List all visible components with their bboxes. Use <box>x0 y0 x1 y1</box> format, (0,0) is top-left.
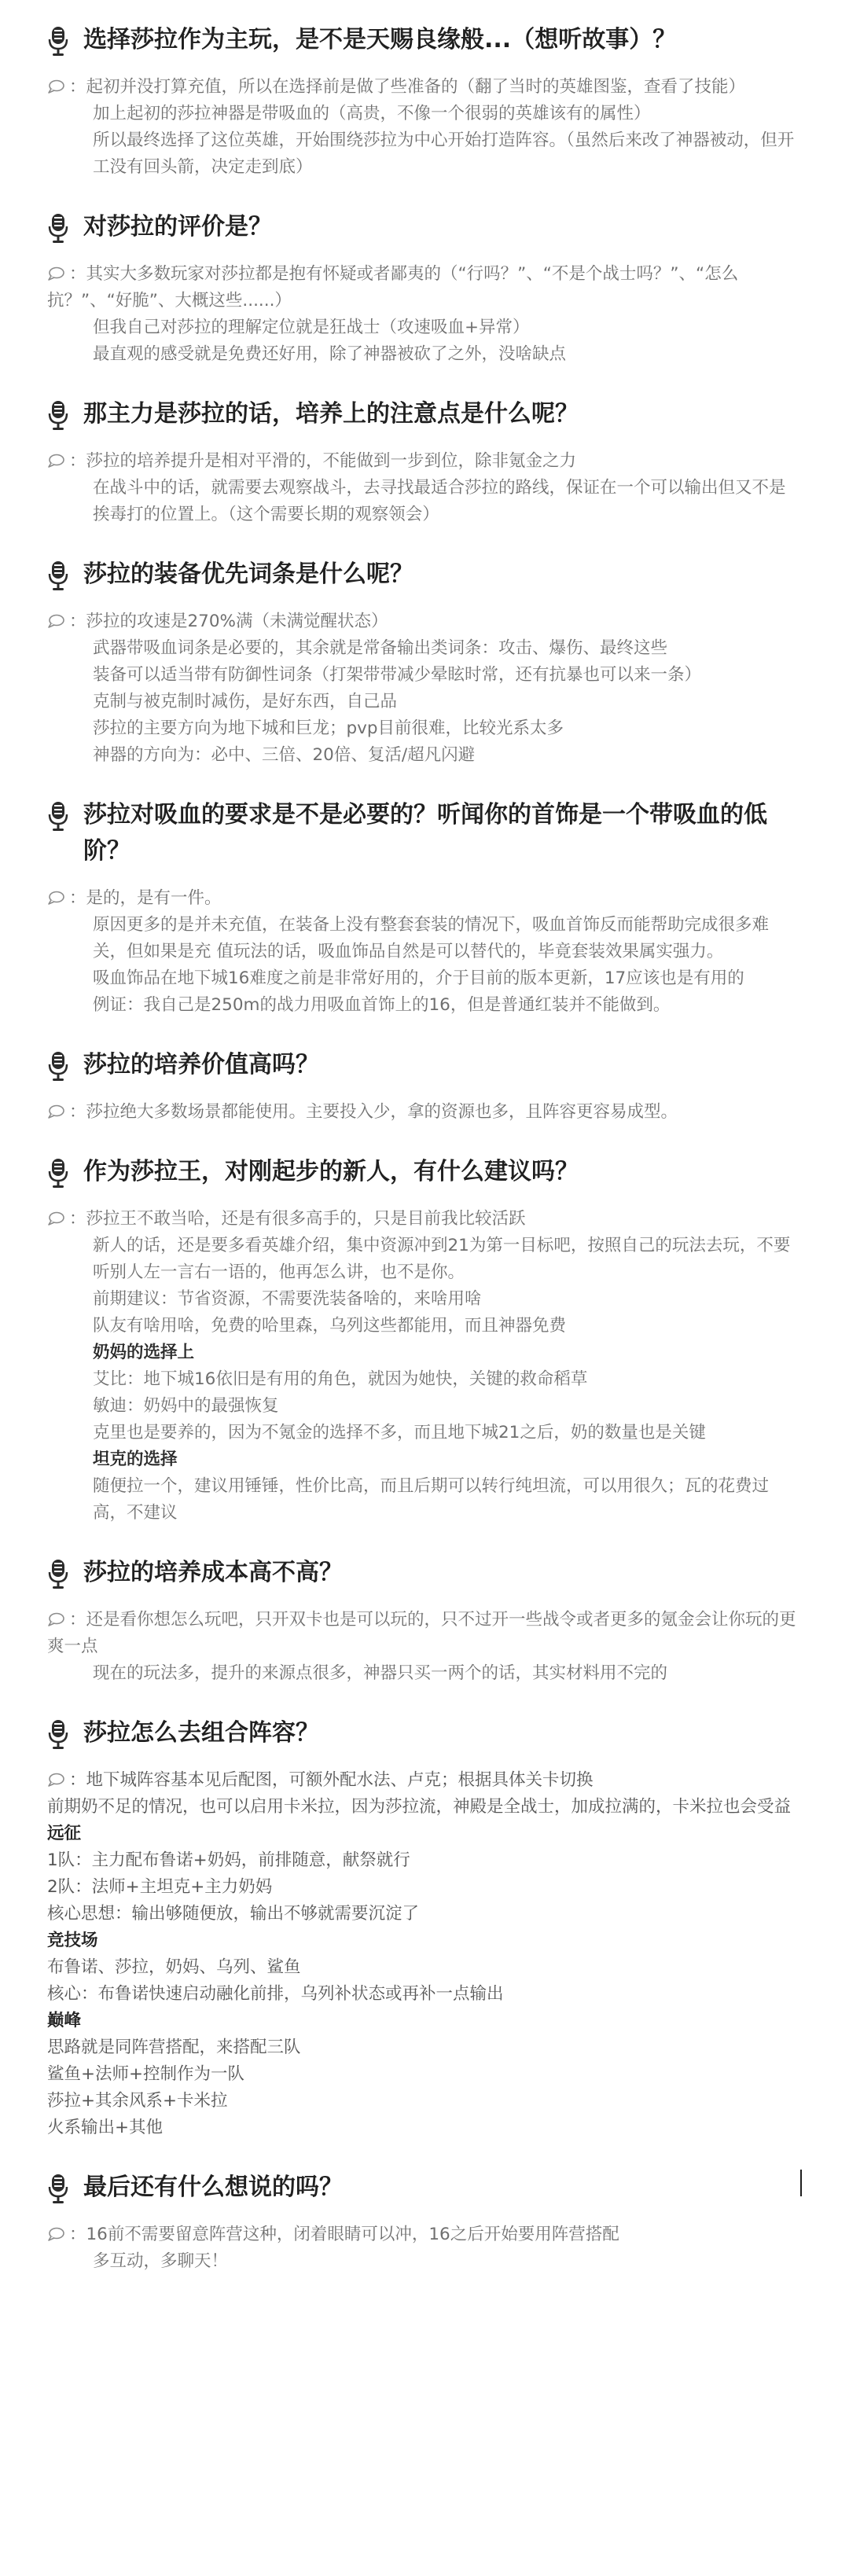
answer-text: 前期奶不足的情况，也可以启用卡米拉，因为莎拉流，神殿是全战士，加成拉满的，卡米拉也会受益 <box>47 1797 792 1817</box>
speech-bubble-icon <box>47 263 64 277</box>
answer-subheading <box>47 1446 802 1473</box>
question-heading <box>47 1555 802 1591</box>
microphone-icon <box>47 800 69 832</box>
answer-line <box>47 1099 802 1126</box>
answer-line <box>47 1393 802 1420</box>
answer-body <box>47 1767 802 2141</box>
answer-subheading <box>47 2008 802 2034</box>
answer-text: 现在的玩法多，提升的来源点很多，神器只买一两个的话，其实材料用不完的 <box>93 1663 668 1683</box>
answer-text: 莎拉+其余风系+卡米拉 <box>47 2091 228 2111</box>
question-heading <box>47 1715 802 1751</box>
microphone-icon <box>47 2173 69 2204</box>
answer-text: 敏迪：奶妈中的最强恢复 <box>93 1396 279 1416</box>
answer-line <box>47 74 802 101</box>
answer-line <box>47 1874 802 1901</box>
question-heading <box>47 1047 802 1083</box>
answer-text: ：16前不需要留意阵营这种，闭着眼睛可以冲，16之后开始要用阵营搭配 <box>69 2225 619 2244</box>
answer-line <box>47 1206 802 1233</box>
answer-text: 装备可以适当带有防御性词条（打架带带减少晕眩时常，还有抗暴也可以来一条） <box>93 665 702 685</box>
answer-text: 神器的方向为：必中、三倍、20倍、复活/超凡闪避 <box>93 745 476 765</box>
answer-text: 思路就是同阵营搭配，来搭配三队 <box>47 2038 301 2057</box>
answer-line <box>47 742 802 769</box>
answer-line <box>47 1420 802 1446</box>
answer-body <box>47 74 802 181</box>
answer-line <box>47 635 802 662</box>
answer-line <box>47 1981 802 2008</box>
answer-text: 武器带吸血词条是必要的，其余就是常备输出类词条：攻击、爆伤、最终这些 <box>93 638 668 658</box>
microphone-icon <box>47 1718 69 1750</box>
answer-line <box>47 2061 802 2088</box>
speech-bubble-icon <box>47 75 64 90</box>
answer-text: 克里也是要养的，因为不氪金的选择不多，而且地下城21之后，奶的数量也是关键 <box>93 1423 706 1442</box>
answer-text: ：莎拉绝大多数场景都能使用。主要投入少，拿的资源也多，且阵容更容易成型。 <box>69 1102 678 1122</box>
answer-body <box>47 2221 802 2275</box>
answer-line <box>47 1366 802 1393</box>
answer-line <box>47 2115 802 2141</box>
answer-line <box>47 715 802 742</box>
speech-bubble-icon <box>47 1608 64 1622</box>
microphone-icon <box>47 1157 69 1189</box>
answer-subheading <box>47 1927 802 1954</box>
answer-text: 1队：主力配布鲁诺+奶妈，前排随意，献祭就行 <box>47 1850 410 1870</box>
question-heading <box>47 797 802 869</box>
qa-section <box>47 1154 802 1527</box>
answer-body <box>47 608 802 769</box>
answer-text: 随便拉一个，建议用锤锤，性价比高，而且后期可以转行纯坦流，可以用很久；瓦的花费过高，不建议 <box>93 1476 770 1523</box>
answer-text: 火系输出+其他 <box>47 2118 164 2137</box>
question-text: 莎拉怎么去组合阵容？ <box>83 1719 319 1747</box>
answer-line <box>47 314 802 341</box>
answer-text: ：是的，是有一件。 <box>69 888 222 908</box>
microphone-icon <box>47 399 69 431</box>
answer-text: ：莎拉的攻速是270%满（未满觉醒状态） <box>69 612 388 631</box>
answer-text: 例证：我自己是250m的战力用吸血首饰上的16，但是普通红装并不能做到。 <box>93 995 671 1015</box>
answer-text: 最直观的感受就是免费还好用，除了神器被砍了之外，没啥缺点 <box>93 344 567 364</box>
answer-text: ：还是看你想怎么玩吧，只开双卡也是可以玩的，只不过开一些战令或者更多的氪金会让你玩的更爽一点 <box>47 1610 796 1656</box>
answer-line <box>47 341 802 368</box>
answer-text: 核心思想：输出够随便放，输出不够就需要沉淀了 <box>47 1904 420 1924</box>
answer-line <box>47 1660 802 1687</box>
answer-text: ：莎拉王不敢当哈，还是有很多高手的，只是目前我比较活跃 <box>69 1209 526 1229</box>
speech-bubble-icon <box>47 610 64 624</box>
question-heading <box>47 2170 802 2206</box>
answer-body <box>47 885 802 1019</box>
question-heading <box>47 22 802 58</box>
answer-line <box>47 448 802 475</box>
question-text: 莎拉的装备优先词条是什么呢？ <box>83 560 413 588</box>
answer-text: 巅峰 <box>47 2011 82 2030</box>
microphone-icon <box>47 1050 69 1082</box>
answer-text: 核心：布鲁诺快速启动融化前排，乌列补状态或再补一点输出 <box>47 1984 504 2004</box>
answer-line <box>47 885 802 912</box>
answer-line <box>47 1847 802 1874</box>
answer-body <box>47 1206 802 1527</box>
answer-text: 在战斗中的话，就需要去观察战斗，去寻找最适合莎拉的路线，保证在一个可以输出但又不是挨毒打的位置上。（这个需要长期的观察领会） <box>93 478 786 524</box>
answer-line <box>47 101 802 127</box>
answer-line <box>47 2088 802 2115</box>
answer-text: ：起初并没打算充值，所以在选择前是做了些准备的（翻了当时的英雄图鉴，查看了技能） <box>69 77 746 97</box>
answer-text: 远征 <box>47 1824 82 1843</box>
qa-section <box>47 1047 802 1126</box>
question-heading <box>47 557 802 593</box>
answer-line <box>47 2034 802 2061</box>
answer-text: 队友有啥用啥，免费的哈里森，乌列这些都能用，而且神器免费 <box>93 1316 567 1336</box>
answer-text: 原因更多的是并未充值，在装备上没有整套套装的情况下，吸血首饰反而能帮助完成很多难关，但如果是充 值玩法的话，吸血饰品自然是可以替代的，毕竟套装效果属实强力。 <box>93 915 770 961</box>
answer-line <box>47 261 802 314</box>
qa-section <box>47 1555 802 1687</box>
question-text: 作为莎拉王，对刚起步的新人，有什么建议吗？ <box>83 1158 579 1185</box>
answer-line <box>47 992 802 1019</box>
speech-bubble-icon <box>47 1769 64 1783</box>
answer-line <box>47 1286 802 1313</box>
answer-line <box>47 1954 802 1981</box>
answer-line <box>47 2221 802 2248</box>
answer-text: ：其实大多数玩家对莎拉都是抱有怀疑或者鄙夷的（“行吗？”、“不是个战士吗？”、“怎么抗？”、“好脆”、大概这些......） <box>47 264 739 311</box>
answer-text: 布鲁诺、莎拉，奶妈、乌列、鲨鱼 <box>47 1957 301 1977</box>
microphone-icon <box>47 560 69 591</box>
answer-text: 艾比：地下城16依旧是有用的角色，就因为她快，关键的救命稻草 <box>93 1369 588 1389</box>
speech-bubble-icon <box>47 1101 64 1115</box>
answer-line <box>47 127 802 181</box>
qa-section <box>47 557 802 769</box>
answer-text: 新人的话，还是要多看英雄介绍，集中资源冲到21为第一目标吧，按照自己的玩法去玩，不要听别人左一言右一语的，他再怎么讲，也不是你。 <box>93 1236 791 1282</box>
speech-bubble-icon <box>47 2223 64 2237</box>
answer-line <box>47 662 802 689</box>
answer-line <box>47 2248 802 2275</box>
answer-text: 多互动，多聊天！ <box>93 2251 229 2271</box>
qa-section <box>47 797 802 1019</box>
question-text: 莎拉对吸血的要求是不是必要的？听闻你的首饰是一个带吸血的低阶？ <box>83 801 767 865</box>
answer-text: 克制与被克制时减伤，是好东西，自己品 <box>93 692 398 711</box>
answer-body <box>47 1607 802 1687</box>
qa-section <box>47 396 802 528</box>
answer-line <box>47 1767 802 1794</box>
answer-line <box>47 475 802 528</box>
qa-section <box>47 22 802 181</box>
answer-text: ：莎拉的培养提升是相对平滑的，不能做到一步到位，除非氪金之力 <box>69 451 577 471</box>
answer-line <box>47 608 802 635</box>
answer-line <box>47 965 802 992</box>
question-text: 莎拉的培养价值高吗？ <box>83 1051 319 1079</box>
answer-text: 竞技场 <box>47 1931 98 1950</box>
answer-body <box>47 261 802 368</box>
answer-text: ：地下城阵容基本见后配图，可额外配水法、卢克；根据具体关卡切换 <box>69 1770 594 1790</box>
answer-text: 加上起初的莎拉神器是带吸血的（高贵，不像一个很弱的英雄该有的属性） <box>93 104 651 123</box>
answer-body <box>47 448 802 528</box>
question-heading <box>47 209 802 245</box>
answer-line <box>47 1901 802 1927</box>
answer-text: 所以最终选择了这位英雄，开始围绕莎拉为中心开始打造阵容。（虽然后来改了神器被动，但开工没有回头箭，决定走到底） <box>93 130 795 177</box>
question-heading <box>47 396 802 432</box>
answer-line <box>47 1313 802 1339</box>
answer-line <box>47 1794 802 1821</box>
answer-text: 2队：法师+主坦克+主力奶妈 <box>47 1877 273 1897</box>
answer-line <box>47 912 802 965</box>
answer-text: 鲨鱼+法师+控制作为一队 <box>47 2064 245 2084</box>
qa-section <box>47 209 802 368</box>
question-text: 对莎拉的评价是？ <box>83 213 272 241</box>
text-cursor <box>800 2170 802 2196</box>
question-text: 选择莎拉作为主玩，是不是天赐良缘般...（想听故事）？ <box>83 26 677 53</box>
microphone-icon <box>47 25 69 57</box>
speech-bubble-icon <box>47 450 64 464</box>
answer-text: 前期建议：节省资源，不需要洗装备啥的，来啥用啥 <box>93 1289 482 1309</box>
answer-line <box>47 1233 802 1286</box>
microphone-icon <box>47 1558 69 1589</box>
question-heading <box>47 1154 802 1190</box>
speech-bubble-icon <box>47 887 64 901</box>
answer-subheading <box>47 1821 802 1847</box>
answer-text: 莎拉的主要方向为地下城和巨龙；pvp目前很难，比较光系太多 <box>93 718 564 738</box>
microphone-icon <box>47 212 69 244</box>
answer-text: 但我自己对莎拉的理解定位就是狂战士（攻速吸血+异常） <box>93 318 530 337</box>
answer-text: 坦克的选择 <box>93 1450 178 1469</box>
answer-line <box>47 1473 802 1527</box>
answer-line <box>47 689 802 715</box>
answer-body <box>47 1099 802 1126</box>
qa-section <box>47 2170 802 2275</box>
qa-section <box>47 1715 802 2141</box>
question-text: 莎拉的培养成本高不高？ <box>83 1559 343 1586</box>
answer-text: 吸血饰品在地下城16难度之前是非常好用的，介于目前的版本更新，17应该也是有用的 <box>93 968 744 988</box>
answer-subheading <box>47 1339 802 1366</box>
speech-bubble-icon <box>47 1207 64 1222</box>
question-text: 那主力是莎拉的话，培养上的注意点是什么呢？ <box>83 400 579 428</box>
question-text: 最后还有什么想说的吗？ <box>83 2174 343 2201</box>
answer-line <box>47 1607 802 1660</box>
answer-text: 奶妈的选择上 <box>93 1343 195 1362</box>
